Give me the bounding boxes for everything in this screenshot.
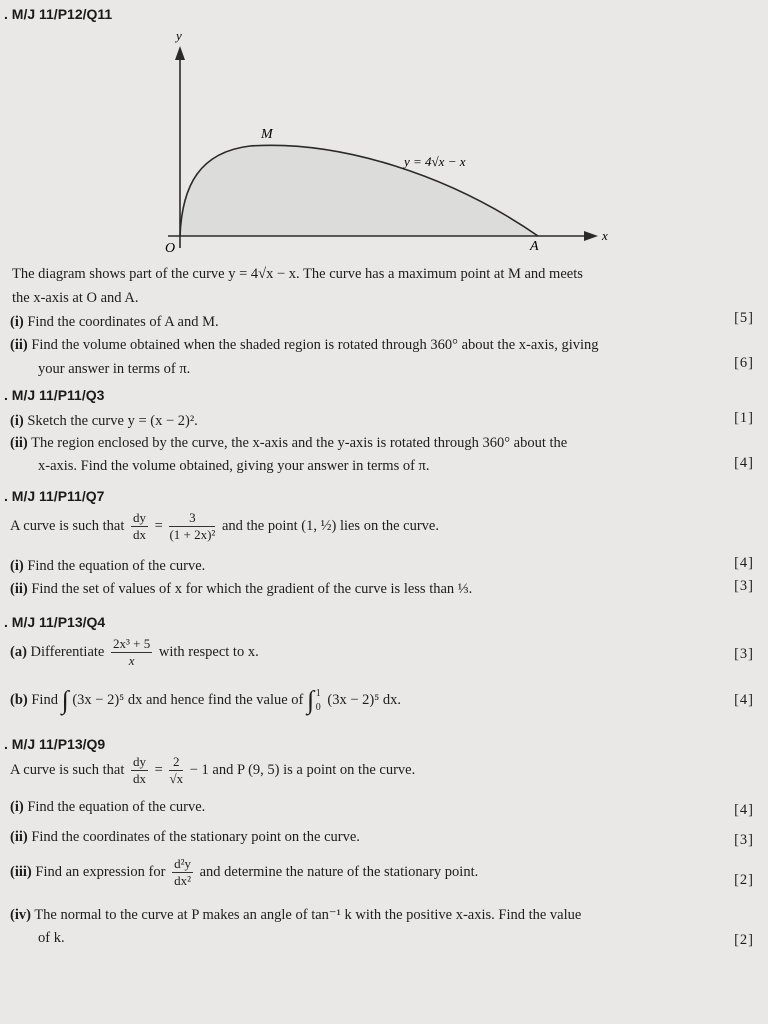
part-text: Find the equation of the curve. [27, 799, 206, 815]
part-text: Find the set of values of x for which the gradient of the curve is less than ⅓. [31, 581, 473, 597]
intro-text: The diagram shows part of the curve y = 4√x − x. The curve has a maximum point at M and meets [12, 266, 583, 282]
part-text: Find the equation of the curve. [27, 558, 206, 574]
curve-equation-label: y = 4√x − x [404, 154, 466, 169]
part-i [10, 555, 755, 577]
marks: [1] [734, 410, 754, 426]
part-text: with respect to x. [158, 644, 259, 660]
part-text: Differentiate [30, 644, 105, 660]
equals-sign: = [154, 762, 163, 778]
definite-integral-sign: ∫ [307, 685, 315, 715]
part-label: (i) [10, 558, 24, 574]
origin-label: O [165, 241, 176, 256]
part-label: (ii) [10, 829, 28, 845]
marks: [4] [734, 555, 754, 571]
intro-text: the x-axis at O and A. [12, 290, 139, 306]
part-text-cont: x-axis. Find the volume obtained, giving your answer in terms of π. [38, 458, 430, 474]
part-label: (b) [10, 692, 28, 708]
part-label: (ii) [10, 337, 28, 353]
intro-line [10, 752, 755, 788]
question-header: . M/J 11/P11/Q3 [4, 387, 105, 403]
fraction-numerator: 3 [169, 510, 215, 527]
fraction-numerator: 2x³ + 5 [112, 636, 151, 652]
expression-fraction [111, 636, 152, 669]
intro-text: and the point (1, ½) lies on the curve. [221, 518, 439, 534]
fraction-denominator: dx [133, 527, 146, 543]
part-text: Find [31, 692, 58, 708]
question-header: . M/J 11/P13/Q9 [4, 736, 106, 752]
upper-limit: 1 [315, 687, 321, 699]
integral-limits [316, 687, 321, 715]
marks: [3] [734, 646, 754, 662]
fraction-numerator: d²y [174, 856, 191, 872]
second-derivative-fraction [172, 856, 193, 889]
fraction-denominator: x [128, 653, 135, 669]
part-label: (i) [10, 799, 24, 815]
shaded-region [180, 145, 538, 236]
part-label: (ii) [10, 435, 28, 451]
integrand: (3x − 2)⁵ dx and hence find the value of [72, 692, 304, 708]
marks: [6] [734, 355, 754, 371]
rhs-fraction [169, 754, 183, 787]
marks: [2] [734, 932, 754, 948]
marks: [5] [734, 310, 754, 326]
part-i [10, 311, 755, 333]
part-text: and determine the nature of the stationary point. [199, 864, 479, 880]
marks: [2] [734, 872, 754, 888]
part-i [10, 796, 755, 818]
part-text: The normal to the curve at P makes an angle of tan⁻¹ k with the positive x-axis. Find the value [34, 907, 582, 923]
part-text: Find the coordinates of A and M. [27, 314, 219, 330]
y-axis-label: y [176, 28, 182, 43]
intro-text: A curve is such that [10, 762, 125, 778]
marks: [4] [734, 692, 754, 708]
point-A-label: A [530, 239, 539, 254]
part-text: The region enclosed by the curve, the x-axis and the y-axis is rotated through 360° about the [31, 435, 568, 451]
equals-sign: = [154, 518, 163, 534]
intro-line [10, 508, 755, 544]
fraction-numerator: 2 [169, 754, 183, 771]
part-ii [10, 578, 755, 600]
part-label: (i) [10, 314, 24, 330]
point-M-label: M [261, 127, 273, 142]
part-text: Find the coordinates of the stationary point on the curve. [31, 829, 360, 845]
part-text-cont: of k. [38, 930, 65, 946]
part-label: (iv) [10, 907, 31, 923]
fraction-denominator: (1 + 2x)² [169, 527, 216, 543]
marks: [4] [734, 802, 754, 818]
part-label: (a) [10, 644, 27, 660]
marks: [3] [734, 578, 754, 594]
part-iii [10, 852, 755, 892]
x-arrow [584, 231, 598, 241]
question-header: . M/J 11/P12/Q11 [4, 6, 113, 22]
question-header: . M/J 11/P13/Q4 [4, 614, 106, 630]
part-i [10, 410, 755, 432]
part-text: Find the volume obtained when the shaded region is rotated through 360° about the x-axis, giving [31, 337, 599, 353]
part-b [10, 682, 755, 719]
fraction-numerator: dy [133, 754, 146, 770]
fraction-denominator: dx [133, 771, 146, 787]
part-label: (ii) [10, 581, 28, 597]
fraction-denominator: dx² [174, 873, 191, 889]
marks: [3] [734, 832, 754, 848]
part-label: (i) [10, 413, 24, 429]
marks: [4] [734, 455, 754, 471]
derivative-fraction [131, 754, 148, 787]
part-text: Sketch the curve y = (x − 2)². [27, 413, 198, 429]
part-text: Find an expression for [35, 864, 166, 880]
part-ii [10, 334, 755, 356]
part-text-cont: your answer in terms of π. [38, 361, 191, 377]
question-header: . M/J 11/P11/Q7 [4, 488, 105, 504]
x-axis-label: x [602, 228, 608, 243]
part-label: (iii) [10, 864, 32, 880]
integral-sign: ∫ [61, 685, 69, 715]
intro-text: − 1 and P (9, 5) is a point on the curve. [189, 762, 416, 778]
part-ii [10, 826, 755, 848]
curve-diagram [0, 0, 768, 265]
rhs-fraction [169, 510, 215, 543]
fraction-denominator: √x [169, 771, 184, 787]
integrand: (3x − 2)⁵ dx. [327, 692, 402, 708]
derivative-fraction [131, 510, 148, 543]
y-arrow [175, 46, 185, 60]
lower-limit: 0 [315, 701, 321, 713]
fraction-numerator: dy [133, 510, 146, 526]
intro-text: A curve is such that [10, 518, 125, 534]
part-a [10, 634, 755, 670]
part-ii [10, 432, 755, 454]
part-iv [10, 904, 755, 926]
